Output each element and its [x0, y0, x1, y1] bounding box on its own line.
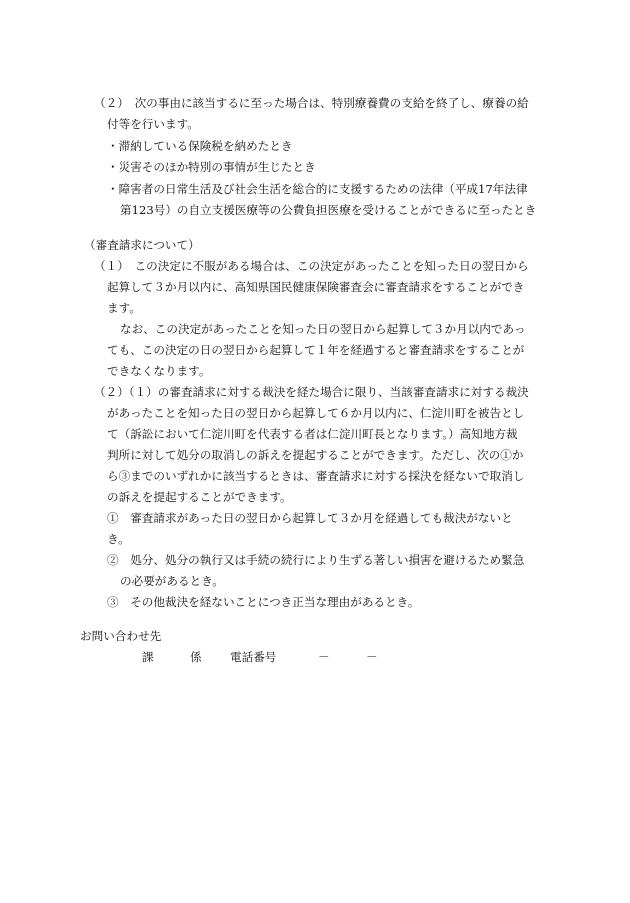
- review-item-2-line: ら③までのいずれかに該当するときは、審査請求に対する採決を経ないで取消し: [107, 469, 525, 483]
- review-item-1-line: （１） この決定に不服がある場合は、この決定があったことを知った日の翌日から: [94, 259, 529, 273]
- condition-item-2-continuation: の必要があるとき。: [120, 574, 224, 588]
- review-item-1-note-line: できなくなります。: [107, 364, 211, 378]
- contact-section-label: 課: [142, 650, 154, 664]
- condition-item-1: ① 審査請求があった日の翌日から起算して３か月を経過しても裁決がないと: [107, 511, 513, 525]
- review-item-1-line: ます。: [107, 301, 141, 315]
- bullet-item-continuation: 第123号）の自立支援医療等の公費負担医療を受けることができるに至ったとき: [120, 203, 537, 217]
- review-item-2-line: （２）（１）の審査請求に対する裁決を経た場合に限り、当該審査請求に対する裁決: [94, 385, 529, 399]
- phone-separator: －: [366, 650, 378, 664]
- review-item-1-line: 起算して３か月以内に、高知県国民健康保険審査会に審査請求をすることができ: [107, 280, 525, 294]
- condition-item-3: ③ その他裁決を経ないことにつき正当な理由があるとき。: [107, 595, 420, 609]
- section-2-heading: （２） 次の事由に該当するに至った場合は、特別療養費の支給を終了し、療養の給: [94, 96, 529, 110]
- contact-title: お問い合わせ先: [80, 629, 162, 643]
- review-request-title: （審査請求について）: [84, 238, 200, 252]
- review-item-2-line: の訴えを提起することができます。: [107, 490, 292, 504]
- review-item-1-note-line: なお、この決定があったことを知った日の翌日から起算して３か月以内であっ: [120, 322, 526, 336]
- review-item-2-line: て（訴訟において仁淀川町を代表する者は仁淀川町長となります。）高知地方裁: [107, 427, 518, 441]
- review-item-2-line: があったことを知った日の翌日から起算して６か月以内に、仁淀川町を被告とし: [107, 406, 525, 420]
- condition-item-1-continuation: き。: [107, 532, 130, 546]
- bullet-item: ・災害そのほか特別の事情が生じたとき: [107, 160, 316, 174]
- condition-item-2: ② 処分、処分の執行又は手続の続行により生ずる著しい損害を避けるため緊急: [107, 553, 525, 567]
- review-item-2-line: 判所に対して処分の取消しの訴えを提起することができます。ただし、次の①か: [107, 448, 524, 462]
- contact-row: [142, 647, 378, 668]
- contact-staff-label: 係: [190, 650, 202, 664]
- phone-separator: －: [318, 650, 330, 664]
- bullet-item: ・滞納している保険税を納めたとき: [107, 139, 293, 153]
- section-2-heading-continuation: 付等を行います。: [107, 117, 199, 131]
- review-item-1-note-line: ても、この決定の日の翌日から起算して１年を経過すると審査請求をすることが: [107, 343, 525, 357]
- bullet-item: ・障害者の日常生活及び社会生活を総合的に支援するための法律（平成17年法律: [107, 182, 528, 196]
- contact-phone-label: 電話番号: [230, 650, 277, 664]
